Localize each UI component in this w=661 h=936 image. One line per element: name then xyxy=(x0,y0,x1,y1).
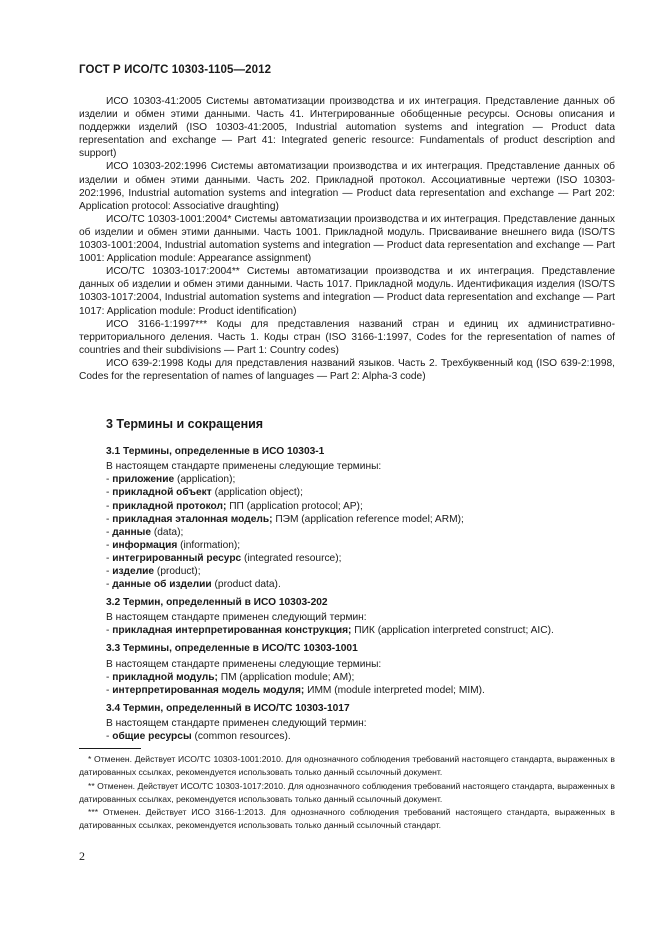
term-item: - информация (information); xyxy=(106,539,241,551)
term-name: общие ресурсы xyxy=(112,731,192,743)
subsection-intro: В настоящем стандарте применены следующие термины: xyxy=(106,658,382,670)
term-item: - данные (data); xyxy=(106,526,184,538)
footnote-divider xyxy=(79,748,141,749)
subsection-intro: В настоящем стандарте применены следующие термины: xyxy=(106,461,382,473)
footnote-3: *** Отменен. Действует ИСО 3166-1:2013. Для однозначного соблюдения требований настоящего стандарта, выраженных в датированных ссылках, рекомендуется использовать только данный ссылочный стандарт. xyxy=(79,807,615,831)
term-name: приложение xyxy=(112,474,175,486)
term-name: изделие xyxy=(112,566,155,577)
term-name: прикладной объект xyxy=(112,487,212,499)
term-name: данные xyxy=(112,526,152,538)
term-name: интегрированный ресурс xyxy=(112,552,242,564)
subsection-title: 3.3 Термины, определенные в ИСО/ТС 10303-1001 xyxy=(106,643,358,655)
footnotes xyxy=(79,753,615,833)
reference-iso-10303-41: ИСО 10303-41:2005 Системы автоматизации производства и их интеграция. Представление данных об изделии и обмен этими данными. Часть 41. Интегрированные обобщенные ресурсы. Основы описания и поддержки изделий (ISO 10303-41:2005, Industrial automation systems and integration — Product data representation and exchange — Part 41: Integrated generic resource: Fundamentals of product description and support) xyxy=(79,96,615,160)
term-item: - приложение (application); xyxy=(106,474,236,486)
reference-iso-ts-10303-1001: ИСО/ТС 10303-1001:2004* Системы автоматизации производства и их интеграция. Представление данных об изделии и обмен этими данными. Часть 1001. Прикладной модуль. Присваивание внешнего вида (ISO/TS 10303-1001:2004, Industrial automation systems and integration — Product data representation and exchange — Part 1001: Application module: Appearance assignment) xyxy=(79,213,615,265)
term-item: - изделие (product); xyxy=(106,566,201,577)
term-item: - общие ресурсы (common resources). xyxy=(106,731,291,743)
term-name: прикладной модуль; xyxy=(112,671,218,683)
footnote-2: ** Отменен. Действует ИСО/ТС 10303-1017:2010. Для однозначного соблюдения требований настоящего стандарта, выраженных в датированных ссылках, рекомендуется использовать только данный ссылочный документ. xyxy=(79,780,615,804)
reference-iso-ts-10303-1017: ИСО/ТС 10303-1017:2004** Системы автоматизации производства и их интеграция. Представление данных об изделии и обмен этими данными. Часть 1017. Прикладной модуль. Идентификация изделия (ISO/TS 10303-1017:2004, Industrial automation systems and integration — Product data representation and exchange — Part 1017: Application module: Product identification) xyxy=(79,266,615,317)
term-name: информация xyxy=(112,539,178,551)
term-name: данные об изделии xyxy=(112,579,212,591)
term-item: - прикладная эталонная модель; ПЭМ (application reference model; ARM); xyxy=(106,513,464,525)
reference-iso-10303-202: ИСО 10303-202:1996 Системы автоматизации производства и их интеграция. Представление данных об изделии и обмен этими данными. Часть 202. Прикладной протокол. Ассоциативные чертежи (ISO 10303-202:1996, Industrial automation systems and integration — Product data representation and exchange — Part 202: Application protocol: Associative draughting) xyxy=(79,161,615,212)
term-item: - прикладная интерпретированная конструкция; ПИК (application interpreted construct; AIC). xyxy=(106,625,554,637)
term-name: интерпретированная модель модуля; xyxy=(112,684,305,696)
term-item: - данные об изделии (product data). xyxy=(106,579,281,591)
document-header: ГОСТ Р ИСО/ТС 10303-1105—2012 xyxy=(79,64,272,76)
term-item: - интегрированный ресурс (integrated resource); xyxy=(106,552,342,564)
subsection-title: 3.1 Термины, определенные в ИСО 10303-1 xyxy=(106,446,325,458)
document-body xyxy=(79,95,615,743)
term-item: - прикладной протокол; ПП (application protocol; AP); xyxy=(106,500,363,512)
term-name: прикладная эталонная модель; xyxy=(112,513,273,525)
term-item: - прикладной объект (application object); xyxy=(106,487,303,499)
subsection-title: 3.2 Термин, определенный в ИСО 10303-202 xyxy=(106,597,328,609)
term-item: - интерпретированная модель модуля; ИММ (module interpreted model; MIM). xyxy=(106,684,485,696)
page-number: 2 xyxy=(79,849,85,863)
term-name: прикладной протокол; xyxy=(112,500,227,512)
footnote-1: * Отменен. Действует ИСО/ТС 10303-1001:2010. Для однозначного соблюдения требований настоящего стандарта, выраженных в датированных ссылках, рекомендуется использовать только данный ссылочный документ. xyxy=(79,754,615,778)
subsection-title: 3.4 Термин, определенный в ИСО/ТС 10303-1017 xyxy=(106,702,350,714)
reference-iso-639-2: ИСО 639-2:1998 Коды для представления названий языков. Часть 2. Трехбуквенный код (ISO 639-2:1998, Codes for the representation of names of languages — Part 2: Alpha-3 code) xyxy=(79,357,615,382)
term-item: - прикладной модуль; ПМ (application module; AM); xyxy=(106,671,355,683)
subsection-intro: В настоящем стандарте применен следующий термин: xyxy=(106,612,367,624)
term-name: прикладная интерпретированная конструкция; xyxy=(112,625,352,637)
section-title: 3 Термины и сокращения xyxy=(106,417,264,432)
subsection-intro: В настоящем стандарте применен следующий термин: xyxy=(106,717,367,729)
reference-iso-3166-1: ИСО 3166-1:1997*** Коды для представления названий стран и единиц их административно-территориального деления. Часть 1. Коды стран (ISO 3166-1:1997, Codes for the representation of names of countries and their subdivisions — Part 1: Country codes) xyxy=(79,318,615,356)
